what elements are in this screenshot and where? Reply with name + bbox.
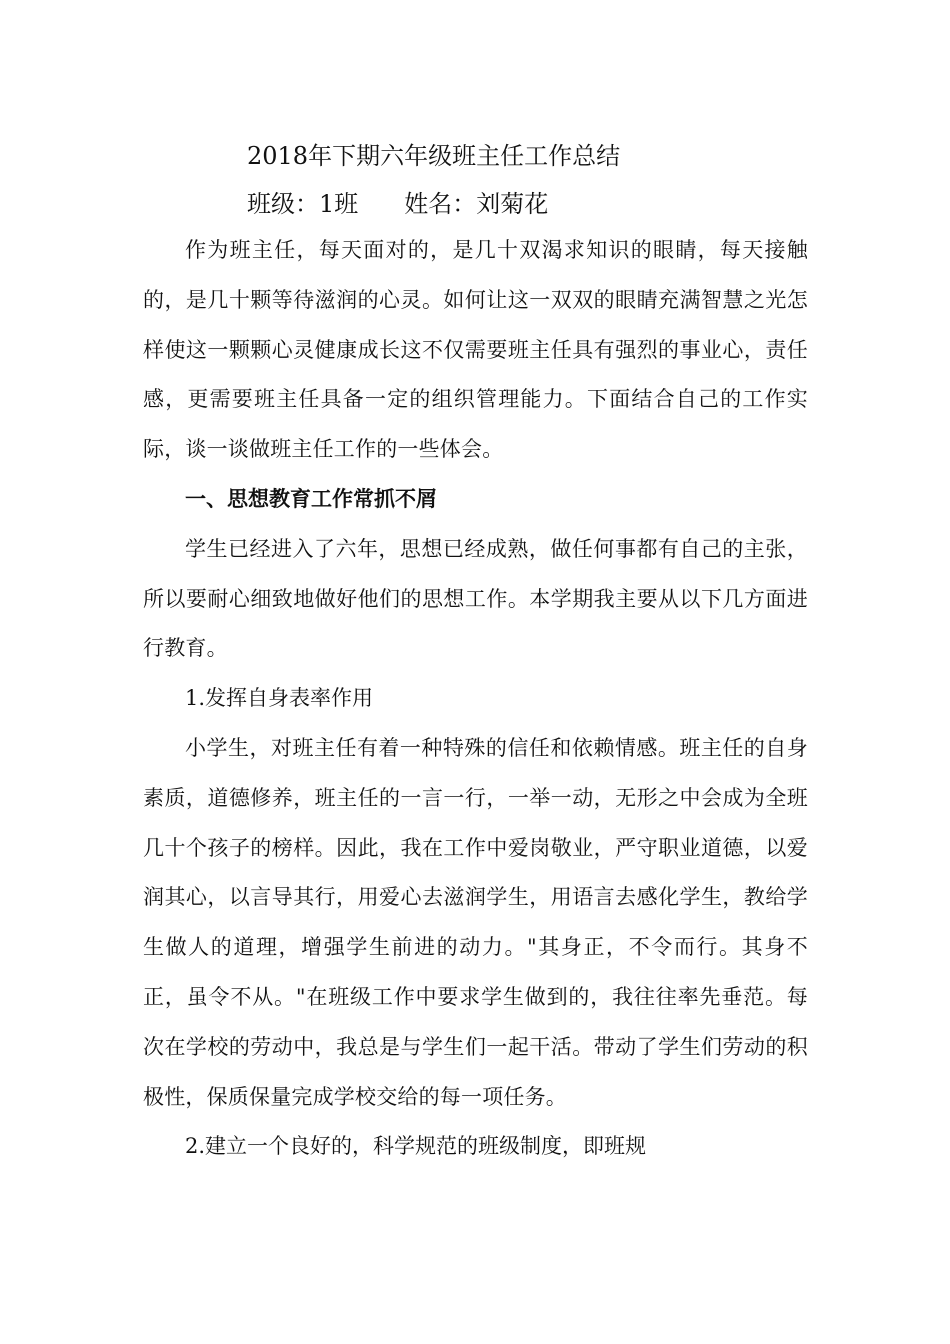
section-paragraph: 学生已经进入了六年，思想已经成熟，做任何事都有自己的主张，所以要耐心细致地做好他们的思想工作。本学期我主要从以下几方面进行教育。 bbox=[143, 536, 808, 661]
class-label: 班级：1班 bbox=[247, 190, 359, 218]
item-heading: 1.发挥自身表率作用 bbox=[185, 686, 374, 711]
item-paragraph: 小学生，对班主任有着一种特殊的信任和依赖情感。班主任的自身素质，道德修养，班主任的一言一行，一举一动，无形之中会成为全班几十个孩子的榜样。因此，我在工作中爱岗敬业，严守职业道德，以爱润其心，以言导其行，用爱心去滋润学生，用语言去感化学生，教给学生做人的道理，增强学生前进的动力。"其身正，不令而行。其身不正，虽令不从。"在班级工作中要求学生做到的，我往往率先垂范。每次在学校的劳动中，我总是与学生们一起干活。带动了学生们劳动的积极性，保质保量完成学校交给的每一项任务。 bbox=[143, 735, 808, 1109]
item-heading: 2.建立一个良好的，科学规范的班级制度，即班规 bbox=[185, 1134, 647, 1159]
intro-paragraph: 作为班主任，每天面对的，是几十双渴求知识的眼睛，每天接触的，是几十颗等待滋润的心灵。如何让这一双双的眼睛充满智慧之光怎样使这一颗颗心灵健康成长这不仅需要班主任具有强烈的事业心，责任感，更需要班主任具备一定的组织管理能力。下面结合自己的工作实际，谈一谈做班主任工作的一些体会。 bbox=[143, 238, 808, 462]
author-line bbox=[247, 184, 548, 219]
document-title: 2018年下期六年级班主任工作总结 bbox=[247, 142, 621, 170]
name-label: 姓名：刘菊花 bbox=[404, 190, 549, 218]
document-body bbox=[143, 226, 808, 1172]
section-heading: 一、思想教育工作常抓不屑 bbox=[185, 486, 437, 511]
